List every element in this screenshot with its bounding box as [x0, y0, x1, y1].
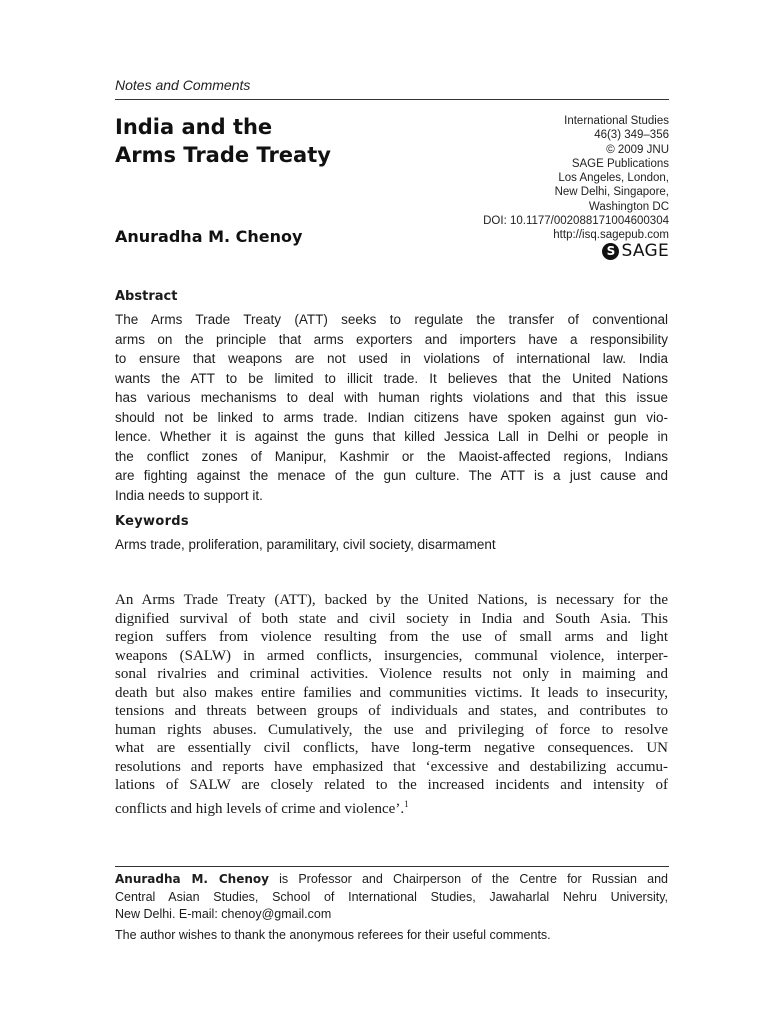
- sage-logo: [602, 240, 669, 262]
- body-line: resolutions and reports have emphasized that ‘excessive and destabilizing accumu-: [115, 758, 668, 775]
- body-line: An Arms Trade Treaty (ATT), backed by the United Nations, is necessary for the: [115, 592, 668, 608]
- body-paragraph: [115, 591, 668, 818]
- author-name: Anuradha M. Chenoy: [115, 227, 303, 246]
- body-line: dignified survival of both state and civil society in India and South Asia. This: [115, 610, 668, 627]
- footnote-author-name: Anuradha M. Chenoy: [115, 872, 269, 886]
- sage-logo-text: SAGE: [621, 241, 669, 261]
- body-line: weapons (SALW) in armed conflicts, insurgencies, communal violence, interper-: [115, 647, 668, 664]
- body-line: death but also makes entire families and communities victims. It leads to insecurity,: [115, 684, 668, 701]
- body-line: what are essentially civil conflicts, have long-term negative consequences. UN: [115, 740, 668, 756]
- article-title-line-2: Arms Trade Treaty: [115, 143, 331, 167]
- publisher-places-2: New Delhi, Singapore,: [554, 186, 669, 199]
- abstract-line: lence. Whether it is against the guns that killed Jessica Lall in Delhi or people in: [115, 429, 668, 444]
- article-title: [115, 113, 445, 169]
- keywords-heading: Keywords: [115, 514, 189, 529]
- abstract-line: India needs to support it.: [115, 487, 263, 503]
- copyright: © 2009 JNU: [606, 143, 669, 156]
- body-line: region suffers from violence resulting from the use of small arms and light: [115, 629, 668, 645]
- body-line: sonal rivalries and criminal activities. Violence results not only in maiming and: [115, 666, 668, 682]
- abstract-line: should not be linked to arms trade. Indian citizens have spoken against gun vio-: [115, 409, 668, 425]
- body-line: human rights abuses. Cumulatively, the use and privileging of force to resolve: [115, 721, 668, 738]
- abstract-line: arms on the principle that arms exporters and importers have a responsibility: [115, 331, 668, 347]
- abstract-line: wants the ATT to be limited to illicit trade. It believes that the United Nations: [115, 370, 668, 386]
- publication-metadata: [409, 114, 669, 243]
- sage-logo-icon: S: [602, 243, 619, 260]
- abstract-line: has various mechanisms to deal with human rights violations and that this issue: [115, 390, 668, 405]
- footnote-reference[interactable]: 1: [404, 798, 409, 809]
- body-line: lations of SALW are closely related to the increased incidents and intensity of: [115, 777, 668, 793]
- doi: DOI: 10.1177/002088171004600304: [483, 215, 669, 228]
- acknowledgement: The author wishes to thank the anonymous referees for their useful comments.: [115, 928, 551, 942]
- footnote-rule: [115, 866, 669, 867]
- header-rule: [115, 99, 669, 100]
- body-line-last: [115, 795, 668, 819]
- section-label: Notes and Comments: [115, 77, 251, 93]
- article-title-line-1: India and the: [115, 115, 273, 139]
- journal-name: International Studies: [564, 115, 669, 127]
- publisher-places-1: Los Angeles, London,: [558, 172, 669, 185]
- footnote-line-1-rest: is Professor and Chairperson of the Centre for Russian and: [268, 872, 668, 886]
- author-footnote: [115, 871, 668, 924]
- footnote-line-1: [115, 871, 668, 889]
- keywords-text: Arms trade, proliferation, paramilitary, civil society, disarmament: [115, 537, 496, 552]
- footnote-line-2: Central Asian Studies, School of International Studies, Jawaharlal Nehru University,: [115, 889, 668, 904]
- body-line-last-text: conflicts and high levels of crime and violence’.: [115, 800, 405, 817]
- body-line: tensions and threats between groups of individuals and states, and contributes to: [115, 703, 668, 719]
- abstract-line: The Arms Trade Treaty (ATT) seeks to regulate the transfer of conventional: [115, 312, 668, 327]
- abstract-heading: Abstract: [115, 289, 178, 304]
- abstract-line: to ensure that weapons are not used in violations of international law. India: [115, 351, 668, 366]
- publisher: SAGE Publications: [571, 157, 669, 170]
- footnote-line-3: New Delhi. E-mail: chenoy@gmail.com: [115, 907, 332, 921]
- volume-pages: 46(3) 349–356: [594, 129, 669, 142]
- journal-url: http://isq.sagepub.com: [553, 229, 669, 242]
- abstract-text: [115, 310, 668, 505]
- abstract-line: are fighting against the menace of the gun culture. The ATT is a just cause and: [115, 468, 668, 483]
- publisher-places-3: Washington DC: [588, 200, 669, 213]
- abstract-line: the conflict zones of Manipur, Kashmir or the Maoist-affected regions, Indians: [115, 448, 668, 464]
